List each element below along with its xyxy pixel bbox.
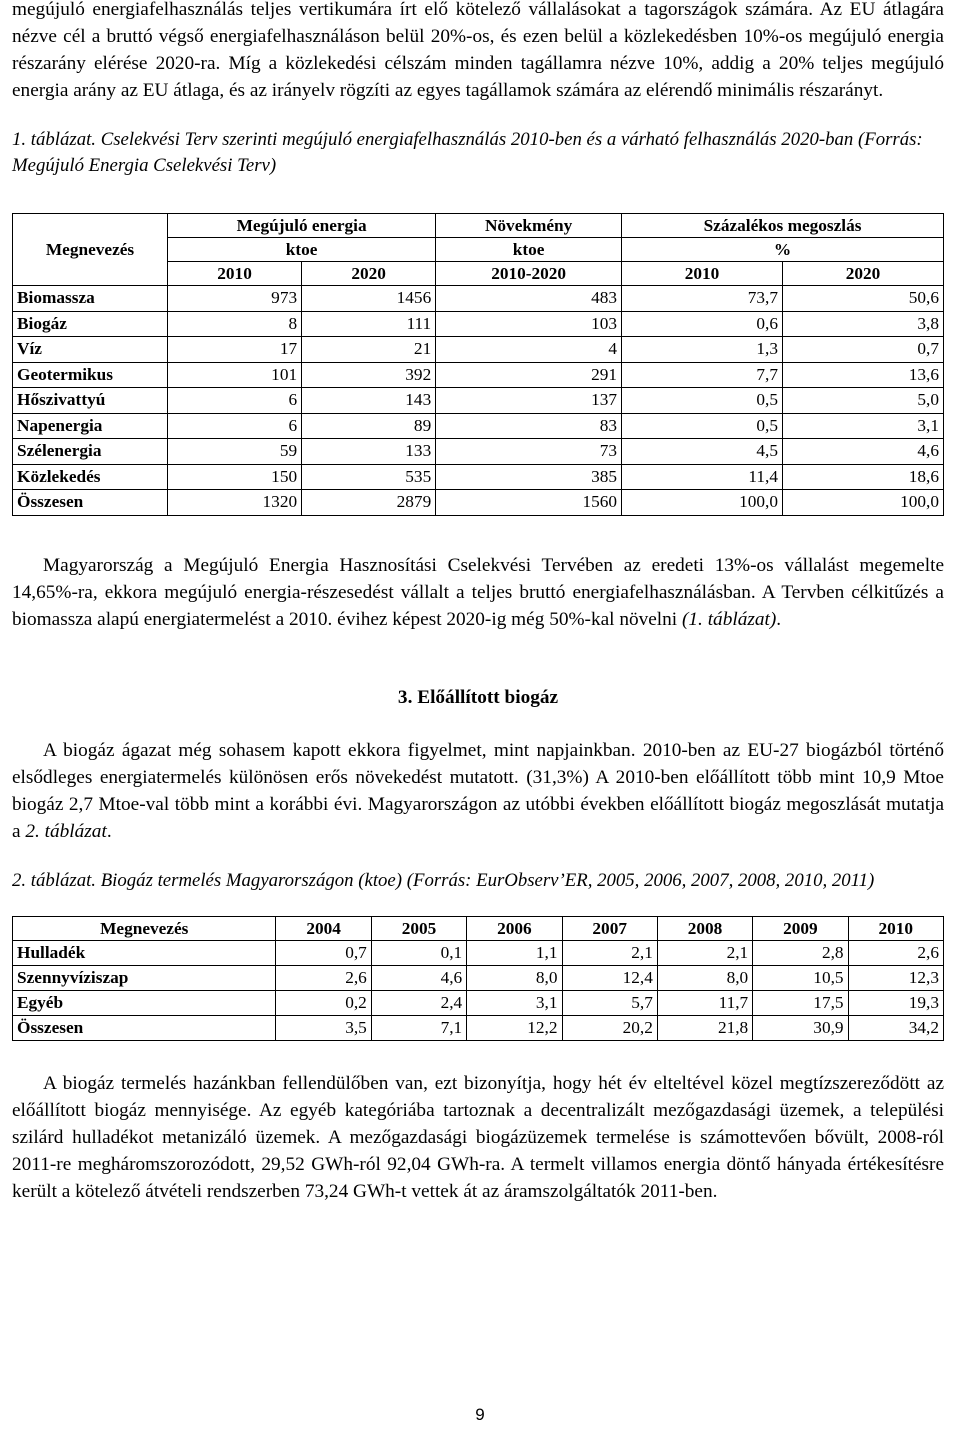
t2-cell-value: 3,5 <box>276 1015 371 1040</box>
t1-year-2020a: 2020 <box>302 262 436 286</box>
t1-cell-p2020: 18,6 <box>783 464 944 490</box>
t1-cell-p2020: 100,0 <box>783 490 944 516</box>
paragraph-3-ref: 2. táblázat <box>25 820 107 842</box>
t1-body <box>13 286 944 516</box>
t2-cell-value: 1,1 <box>467 940 562 965</box>
t1-cell-p2010: 7,7 <box>622 362 783 388</box>
t2-header-cell: 2007 <box>562 916 657 940</box>
t1-year-2010b: 2010 <box>622 262 783 286</box>
renewable-energy-table <box>12 213 944 516</box>
t2-header-cell: 2009 <box>753 916 848 940</box>
t1-cell-name: Geotermikus <box>13 362 168 388</box>
t1-cell-v2020: 89 <box>302 413 436 439</box>
t1-cell-p2020: 3,1 <box>783 413 944 439</box>
t1-unit-growth: ktoe <box>436 238 622 262</box>
t1-header-share: Százalékos megoszlás <box>622 214 944 238</box>
t2-cell-name: Összesen <box>13 1015 276 1040</box>
t1-cell-growth: 103 <box>436 311 622 337</box>
t2-header-row <box>13 916 944 940</box>
t1-cell-v2020: 21 <box>302 337 436 363</box>
t2-cell-value: 19,3 <box>848 990 943 1015</box>
t2-header-cell: Megnevezés <box>13 916 276 940</box>
t1-cell-p2010: 4,5 <box>622 439 783 465</box>
t2-header-cell: 2006 <box>467 916 562 940</box>
t2-row <box>13 940 944 965</box>
paragraph-4: A biogáz termelés hazánkban fellendülőben van, ezt bizonyítja, hogy hét év elteltével közel megtízszereződött az előállított biogáz mennyisége. Az egyéb kategóriába tartoznak a decentralizált mezőgazdasági üzemek, a települési szilárd hulladékot metanizáló üzemek. A mezőgazdasági biogázüzemek termelése is számottevően bővült, 2008-ról 2011-re megháromszorozódott, 29,52 GWh-ról 92,04 GWh-ra. A termelt villamos energia döntő hányada értékesítésre került a kötelező átvételi rendszerben 73,24 GWh-t vettek át az áramszolgáltatók 2011-ben. <box>12 1072 944 1202</box>
t1-cell-v2010: 17 <box>168 337 302 363</box>
t1-cell-v2020: 2879 <box>302 490 436 516</box>
t1-cell-name: Közlekedés <box>13 464 168 490</box>
t1-header-renewable: Megújuló energia <box>168 214 436 238</box>
t2-cell-value: 8,0 <box>657 965 752 990</box>
t1-year-2010a: 2010 <box>168 262 302 286</box>
t2-row <box>13 965 944 990</box>
t1-cell-name: Összesen <box>13 490 168 516</box>
paragraph-2-end: . <box>776 608 782 630</box>
t1-cell-growth: 483 <box>436 286 622 312</box>
t2-body <box>13 940 944 1040</box>
t2-row <box>13 1015 944 1040</box>
t2-cell-value: 2,4 <box>371 990 466 1015</box>
t2-cell-value: 10,5 <box>753 965 848 990</box>
t1-row <box>13 490 944 516</box>
paragraph-3-text: A biogáz ágazat még sohasem kapott ekkora figyelmet, mint napjainkban. 2010-ben az EU-27 biogázból történő elsődleges energiatermelés különösen erős növekedést mutatott. (31,3%) A 2010-ben előállított több mint 10,9 Mtoe biogáz 2,7 Mtoe-val több mint a korábbi évi. Magyarországon az utóbbi években előállított biogáz megoszlását mutatja a <box>12 739 944 842</box>
t2-cell-value: 0,7 <box>276 940 371 965</box>
t1-cell-growth: 385 <box>436 464 622 490</box>
t2-cell-value: 12,2 <box>467 1015 562 1040</box>
t2-cell-value: 21,8 <box>657 1015 752 1040</box>
t2-cell-value: 0,2 <box>276 990 371 1015</box>
t1-unit-share: % <box>622 238 944 262</box>
t1-year-2020b: 2020 <box>783 262 944 286</box>
t1-cell-v2020: 111 <box>302 311 436 337</box>
t1-cell-p2010: 0,5 <box>622 413 783 439</box>
t2-cell-value: 5,7 <box>562 990 657 1015</box>
paragraph-2 <box>12 552 944 633</box>
intro-paragraph: megújuló energiafelhasználás teljes vertikumára írt elő kötelező vállalásokat a tagországok számára. Az EU átlagára nézve cél a bruttó végső energiafelhasználáson belül 20%-os, és ezen belül a közlekedésben 10%-os megújuló energia részarány elérése 2020-ra. Míg a közlekedési célszám minden tagállamra nézve 10%, addig a 20% teljes megújuló energia arány az EU átlaga, és az irányelv rögzíti az egyes tagállamok számára az elérendő minimális részarányt. <box>12 0 944 101</box>
t1-row <box>13 286 944 312</box>
t2-row <box>13 990 944 1015</box>
t2-cell-value: 2,6 <box>276 965 371 990</box>
t1-cell-name: Víz <box>13 337 168 363</box>
t1-row <box>13 337 944 363</box>
t2-cell-value: 7,1 <box>371 1015 466 1040</box>
t2-cell-value: 12,4 <box>562 965 657 990</box>
t2-cell-value: 11,7 <box>657 990 752 1015</box>
table2-caption <box>12 868 944 894</box>
t2-cell-name: Hulladék <box>13 940 276 965</box>
t1-cell-p2010: 73,7 <box>622 286 783 312</box>
t1-row <box>13 362 944 388</box>
t2-header-cell: 2008 <box>657 916 752 940</box>
t2-cell-name: Szennyvíziszap <box>13 965 276 990</box>
t2-cell-value: 2,8 <box>753 940 848 965</box>
t1-unit-renewable: ktoe <box>168 238 436 262</box>
t1-cell-p2010: 0,5 <box>622 388 783 414</box>
t2-cell-value: 20,2 <box>562 1015 657 1040</box>
t1-row <box>13 388 944 414</box>
t2-cell-value: 0,1 <box>371 940 466 965</box>
biogas-production-table <box>12 916 944 1041</box>
t1-cell-v2020: 535 <box>302 464 436 490</box>
t2-cell-value: 2,1 <box>657 940 752 965</box>
t2-cell-name: Egyéb <box>13 990 276 1015</box>
section-heading: 3. Előállított biogáz <box>397 686 559 708</box>
t1-row <box>13 464 944 490</box>
paragraph-3-end: . <box>106 820 112 842</box>
t1-cell-growth: 4 <box>436 337 622 363</box>
t2-cell-value: 17,5 <box>753 990 848 1015</box>
t2-cell-value: 2,1 <box>562 940 657 965</box>
t1-cell-p2020: 50,6 <box>783 286 944 312</box>
t1-cell-p2010: 0,6 <box>622 311 783 337</box>
t1-cell-p2010: 100,0 <box>622 490 783 516</box>
t1-cell-p2020: 3,8 <box>783 311 944 337</box>
t1-header-name: Megnevezés <box>13 214 168 286</box>
t1-cell-growth: 73 <box>436 439 622 465</box>
table1-caption <box>12 127 944 179</box>
t2-header-cell: 2005 <box>371 916 466 940</box>
table1-caption-text: Cselekvési Terv szerinti megújuló energiafelhasználás 2010-ben és a várható felhasználás 2020-ban (Forrás: Megújuló Energia Cselekvési Terv) <box>12 129 923 176</box>
t1-cell-name: Napenergia <box>13 413 168 439</box>
t1-cell-name: Biogáz <box>13 311 168 337</box>
t1-cell-v2010: 6 <box>168 413 302 439</box>
t1-cell-p2020: 13,6 <box>783 362 944 388</box>
table1-caption-label: 1. táblázat. <box>12 129 97 150</box>
t1-cell-v2010: 150 <box>168 464 302 490</box>
t1-cell-p2010: 1,3 <box>622 337 783 363</box>
t1-cell-growth: 291 <box>436 362 622 388</box>
t1-cell-growth: 83 <box>436 413 622 439</box>
t1-cell-v2020: 133 <box>302 439 436 465</box>
page-number: 9 <box>475 1405 485 1424</box>
t1-cell-v2010: 8 <box>168 311 302 337</box>
paragraph-2-text: Magyarország a Megújuló Energia Hasznosítási Cselekvési Tervében az eredeti 13%-os vállalást megemelte 14,65%-ra, ekkora megújuló energia-részesedést vállalt a teljes bruttó energiafelhasználásban. A Tervben célkitűzés a biomassza alapú energiatermelést a 2010. évihez képest 2020-ig még 50%-kal növelni <box>12 554 944 630</box>
t2-cell-value: 34,2 <box>848 1015 943 1040</box>
t1-cell-growth: 1560 <box>436 490 622 516</box>
t1-cell-v2010: 973 <box>168 286 302 312</box>
t2-header-cell: 2010 <box>848 916 943 940</box>
t1-cell-v2020: 143 <box>302 388 436 414</box>
t1-cell-name: Hőszivattyú <box>13 388 168 414</box>
t1-cell-v2010: 6 <box>168 388 302 414</box>
t1-cell-v2010: 101 <box>168 362 302 388</box>
t1-cell-v2020: 1456 <box>302 286 436 312</box>
t2-cell-value: 4,6 <box>371 965 466 990</box>
t2-header-cell: 2004 <box>276 916 371 940</box>
t1-cell-v2010: 59 <box>168 439 302 465</box>
t1-header-growth: Növekmény <box>436 214 622 238</box>
t1-row <box>13 413 944 439</box>
t1-cell-p2020: 0,7 <box>783 337 944 363</box>
t1-year-range: 2010-2020 <box>436 262 622 286</box>
table2-caption-label: 2. táblázat. <box>12 869 97 891</box>
t1-cell-p2020: 5,0 <box>783 388 944 414</box>
paragraph-3 <box>12 737 944 845</box>
t2-cell-value: 12,3 <box>848 965 943 990</box>
t1-row <box>13 439 944 465</box>
paragraph-2-ref: (1. táblázat) <box>682 608 777 630</box>
t1-cell-v2010: 1320 <box>168 490 302 516</box>
t2-cell-value: 3,1 <box>467 990 562 1015</box>
t1-row <box>13 311 944 337</box>
t1-cell-growth: 137 <box>436 388 622 414</box>
t2-cell-value: 8,0 <box>467 965 562 990</box>
t2-cell-value: 2,6 <box>848 940 943 965</box>
t1-cell-v2020: 392 <box>302 362 436 388</box>
t1-cell-p2010: 11,4 <box>622 464 783 490</box>
t1-cell-p2020: 4,6 <box>783 439 944 465</box>
t1-cell-name: Szélenergia <box>13 439 168 465</box>
table2-caption-text: Biogáz termelés Magyarországon (ktoe) (Forrás: EurObserv’ER, 2005, 2006, 2007, 2008, 2010, 2011) <box>96 869 875 891</box>
t1-cell-name: Biomassza <box>13 286 168 312</box>
document-page <box>12 0 944 1205</box>
t2-cell-value: 30,9 <box>753 1015 848 1040</box>
